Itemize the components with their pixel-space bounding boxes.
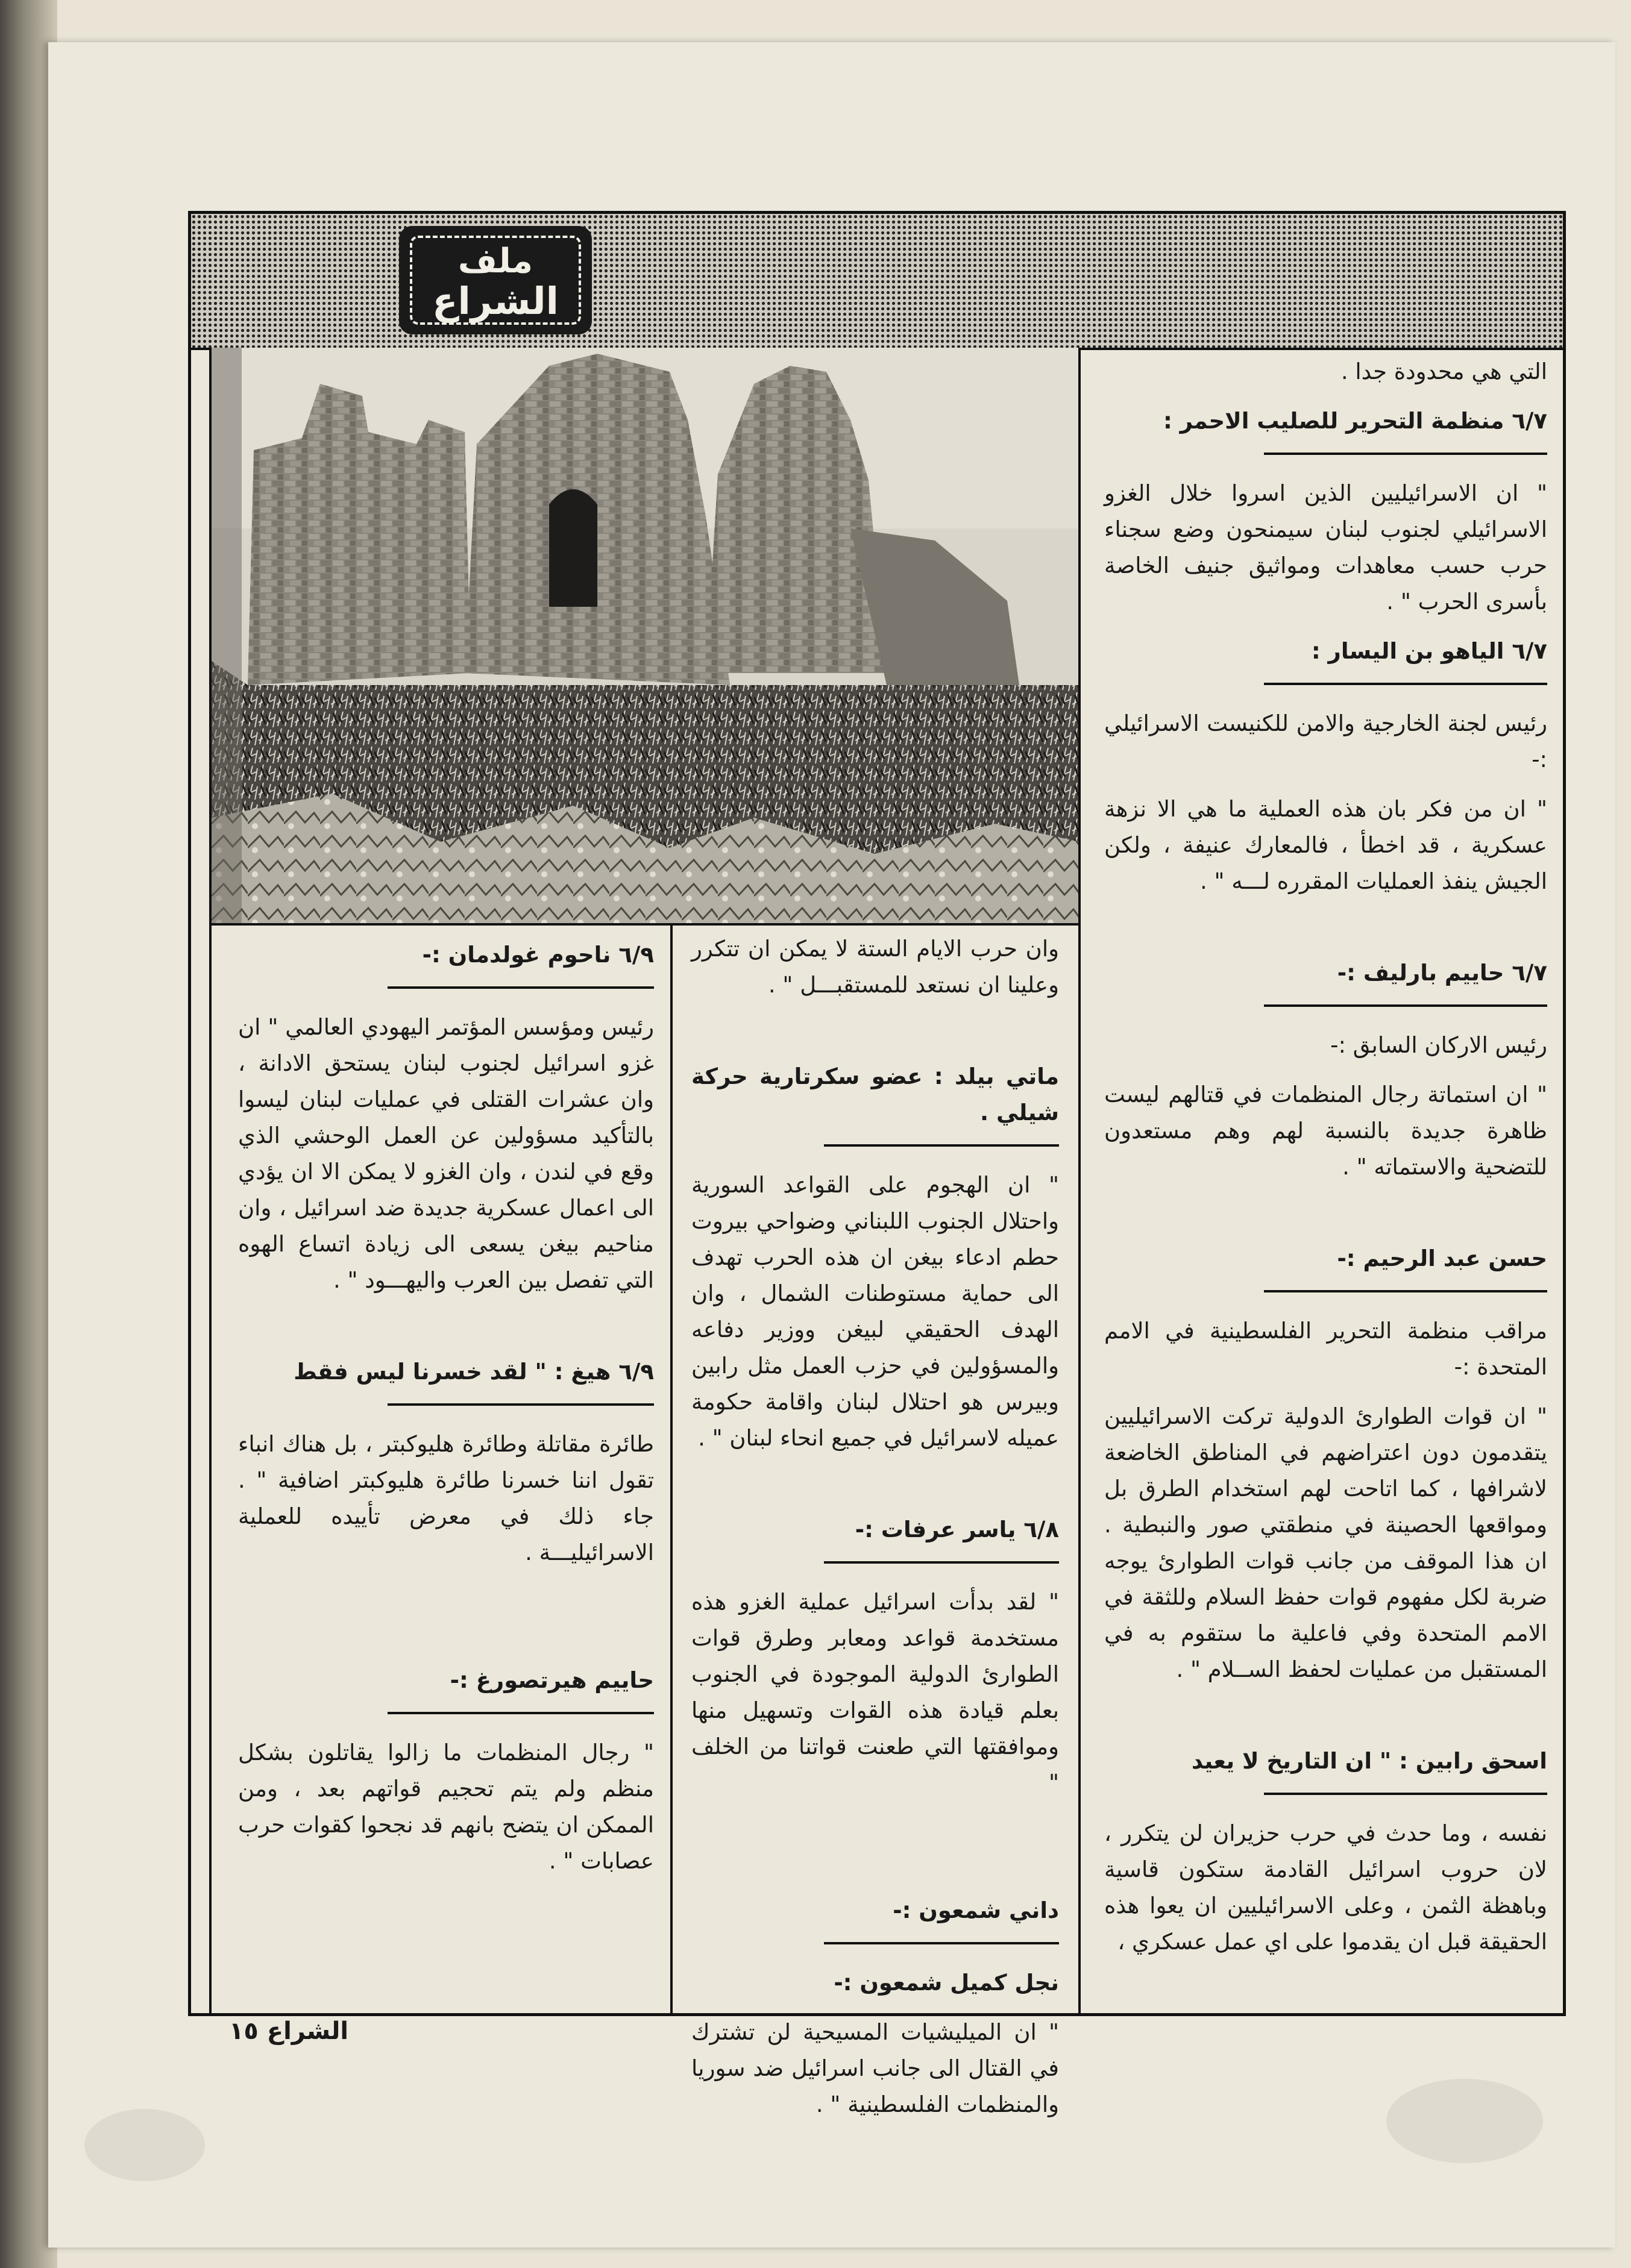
column-left: [238, 931, 654, 2010]
masthead-line1: ملف: [457, 242, 533, 281]
rule-separator: [388, 1403, 654, 1406]
rule-separator: [1264, 1793, 1547, 1795]
paper-stain: [1386, 2079, 1543, 2163]
quote-heading: حاييم هيرتصورغ :-: [450, 1667, 654, 1693]
castle-ruins-photo-icon: [212, 348, 1079, 926]
quote-text: رئيس لجنة الخارجية والامن للكنيست الاسرائيلي :-: [1104, 710, 1547, 772]
rule-separator: [1264, 1290, 1547, 1292]
spacer: [1104, 1701, 1547, 1737]
column-divider-left: [670, 923, 673, 2014]
rule-separator: [1264, 683, 1547, 685]
quote-text: التي هي محدودة جدا .: [1340, 359, 1547, 384]
quote-heading: اسحق رابين : " ان التاريخ لا يعيد: [1191, 1748, 1547, 1774]
quote-heading: نجل كميل شمعون :-: [834, 1970, 1059, 1996]
quote-text: " رجال المنظمات ما زالوا يقاتلون بشكل منظم ولم يتم تحجيم قواتهم بعد ، ومن الممكن ان يتضح بانهم قد نجحوا كقوات حرب عصابات " .: [238, 1740, 654, 1874]
quote-text: رئيس الاركان السابق :-: [1330, 1032, 1547, 1058]
column-divider-right: [1078, 348, 1081, 2014]
rule-separator: [824, 1144, 1059, 1147]
quote-heading: ٦/٩ هيغ : " لقد خسرنا ليس فقط: [294, 1359, 654, 1385]
quote-heading: حسن عبد الرحيم :-: [1337, 1245, 1547, 1271]
rule-separator: [824, 1561, 1059, 1564]
spacer: [238, 1312, 654, 1348]
quote-text: " ان الميليشيات المسيحية لن تشترك في القتال الى جانب اسرائيل ضد سوريا والمنظمات الفلسطينية " .: [691, 2019, 1059, 2117]
spacer: [238, 1620, 654, 1656]
spacer: [238, 1584, 654, 1620]
rule-separator: [388, 1712, 654, 1714]
quote-text: " ان قوات الطوارئ الدولية تركت الاسرائيليين يتقدمون دون اعتراضهم في المناطق الخاضعة لاشرافها ، كما اتاحت لهم استخدام الطرق بل ومواقعها الحصينة في منطقتي صور والنبطية . ان هذا الموقف من جانب قوات الطوارئ يوجه ضربة لكل مفهوم قوات حفظ السلام وللثقة في الامم المتحدة وفي فاعلية ما ستقوم به في المستقبل من عمليات لحفظ الســلام " .: [1104, 1403, 1547, 1682]
rule-separator: [1264, 453, 1547, 455]
quote-heading: ٦/٧ حاييم بارليف :-: [1337, 960, 1547, 986]
rule-separator: [388, 986, 654, 989]
quote-heading: ٦/٧ منظمة التحرير للصليب الاحمر :: [1163, 408, 1547, 434]
spacer: [691, 1814, 1059, 1850]
quote-text: طائرة مقاتلة وطائرة هليوكبتر ، بل هناك انباء تقول اننا خسرنا طائرة هليوكبتر اضافية " . جاء ذلك في معرض تأييده للعملية الاسرائيليـــة .: [238, 1431, 654, 1565]
rule-separator: [824, 1942, 1059, 1944]
quote-text: " ان الاسرائيليين الذين اسروا خلال الغزو الاسرائيلي لجنوب لبنان سيمنحون وضع سجناء حرب حسب معاهدات ومواثيق جنيف الخاصة بأسرى الحرب " .: [1104, 480, 1547, 615]
column-middle: [691, 931, 1059, 2117]
column-right: [1104, 354, 1547, 2005]
header-screen-band: [191, 214, 1563, 350]
quote-text: " لقد بدأت اسرائيل عملية الغزو هذه مستخدمة قواعد ومعابر وطرق قوات الطوارئ الدولية الموجودة في الجنوب بعلم قيادة هذه القوات وتسهيل منها وموافقتها التي طعنت قواتنا من الخلف ": [691, 1589, 1059, 1796]
quote-heading: ماتي بيلد : عضو سكرتارية حركة شيلي .: [691, 1064, 1059, 1126]
page-number: الشراع ١٥: [229, 2017, 349, 2045]
quote-text: مراقب منظمة التحرير الفلسطينية في الامم المتحدة :-: [1104, 1318, 1547, 1380]
quote-text: نفسه ، وما حدث في حرب حزيران لن يتكرر ، لان حروب اسرائيل القادمة ستكون قاسية وباهظة الثمن ، وعلى الاسرائيليين ان يعوا هذه الحقيقة قبل ان يقدموا على اي عمل عسكري ،: [1104, 1820, 1547, 1955]
quote-heading: ٦/٩ ناحوم غولدمان :-: [422, 942, 654, 968]
spacer: [1104, 1198, 1547, 1235]
quote-text: " ان من فكر بان هذه العملية ما هي الا نزهة عسكرية ، قد اخطأ ، فالمعارك عنيفة ، ولكن الجيش ينفذ العمليات المقرره لـــه " .: [1104, 796, 1547, 894]
paper-stain: [84, 2109, 205, 2181]
quote-text: " ان الهجوم على القواعد السورية واحتلال الجنوب اللبناني وضواحي بيروت حطم ادعاء بيغن ان هذه الحرب تهدف الى حماية مستوطنات الشمال ، وان الهدف الحقيقي لبيغن ووزير دفاعه والمسؤولين في حزب العمل مثل رابين وبيرس هو احتلال لبنان واقامة حكومة عميله لاسرائيل في جميع انحاء لبنان " .: [691, 1172, 1059, 1451]
spacer: [1104, 913, 1547, 949]
rule-separator: [1264, 1004, 1547, 1007]
spacer: [691, 1470, 1059, 1506]
spacer: [691, 1850, 1059, 1887]
masthead-logo: [399, 226, 592, 334]
quote-heading: ٦/٧ الياهو بن اليسار :: [1311, 638, 1547, 664]
quote-heading: ٦/٨ ياسر عرفات :-: [855, 1517, 1059, 1543]
masthead-border: [410, 236, 581, 325]
masthead-line2: الشراع: [432, 279, 559, 323]
quote-text: " ان استماتة رجال المنظمات في قتالهم ليست ظاهرة جديدة بالنسبة لهم وهم مستعدون للتضحية والاستماته " .: [1104, 1082, 1547, 1180]
spacer: [691, 1017, 1059, 1053]
quote-heading: داني شمعون :-: [893, 1897, 1059, 1923]
quote-text: رئيس ومؤسس المؤتمر اليهودي العالمي " ان غزو اسرائيل لجنوب لبنان يستحق الادانة ، وان عشرات القتلى في عمليات لبنان ليسوا بالتأكيد مسؤولين عن العمل الوحشي الذي وقع في لندن ، وان الغزو لا يمكن الا ان يؤدي الى اعمال عسكرية جديدة ضد اسرائيل ، وان مناحيم بيغن يسعى الى زيادة اتساع الهوه التي تفصل بين العرب واليهـــود " .: [238, 1014, 654, 1293]
column-divider-outer-left: [209, 348, 212, 2014]
quote-text: وان حرب الايام الستة لا يمكن ان تتكرر وعلينا ان نستعد للمستقبـــل " .: [691, 936, 1059, 998]
